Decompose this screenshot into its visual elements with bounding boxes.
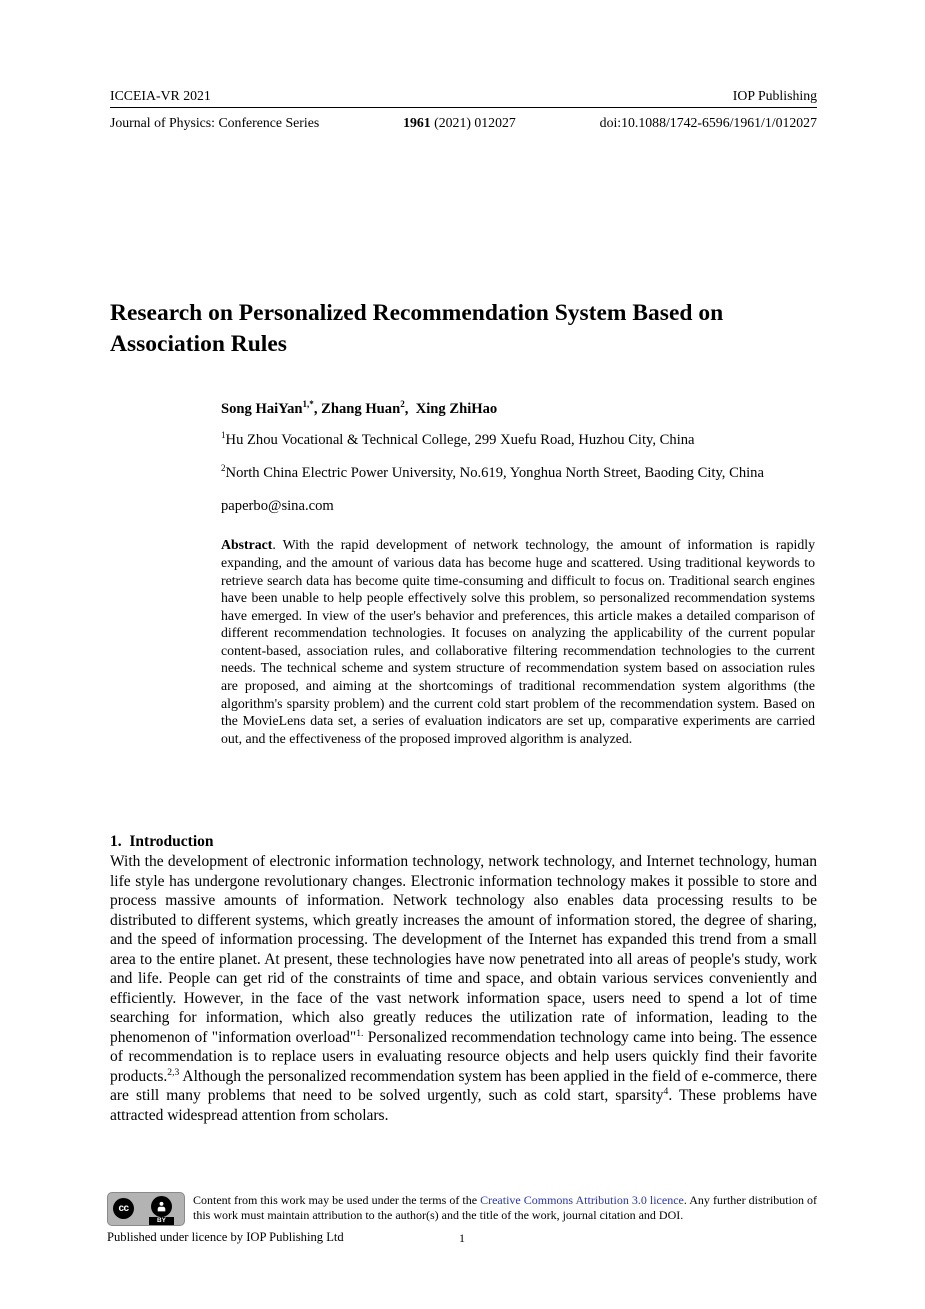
license-row	[107, 1192, 817, 1226]
superscript: 1	[221, 430, 226, 441]
by-label: BY	[149, 1217, 174, 1225]
header-row-1	[110, 88, 817, 108]
doi: doi:10.1088/1742-6596/1961/1/012027	[599, 115, 817, 130]
footer-bottom	[107, 1230, 817, 1245]
conference-name: ICCEIA-VR 2021	[110, 88, 211, 103]
superscript: 2	[400, 399, 405, 410]
journal-header	[110, 88, 817, 131]
affiliation-1: $^1$Hu Zhou Vocational & Technical College, 299 Xuefu Road, Huzhou City, China	[221, 430, 695, 448]
contact-email: paperbo@sina.com	[221, 498, 334, 515]
published-under-licence: Published under licence by IOP Publishing Ltd	[107, 1230, 344, 1244]
section-heading: 1. Introduction	[110, 833, 214, 850]
front-matter	[221, 401, 815, 747]
abstract: Abstract. With the rapid development of network technology, the amount of information is rapidly expanding, and the amount of various data has become huge and scattered. Using traditional keywords to retrieve search data has become quite time-consuming and difficult to focus on. Traditional search engines have been unable to help people effectively solve this problem, so personalized recommendation systems have emerged. In view of the user's behavior and preferences, this article makes a detailed comparison of different recommendation technologies. It focuses on analyzing the applicability of the current popular content-based, association rules, and collaborative filtering recommendation technologies to the current needs. The technical scheme and system structure of recommendation system based on association rules are proposed, and aiming at the shortcomings of traditional recommendation system algorithms (the algorithm's sparsity problem) and the current cold start problem of the recommendation system. Based on the MovieLens data set, a series of evaluation indicators are set up, comparative experiments are carried out, and the effectiveness of the proposed improved algorithm is analyzed.	[221, 537, 815, 746]
creative-commons-icon: cc	[113, 1198, 134, 1219]
bold-run: 1961	[403, 115, 431, 130]
cc-by-badge	[107, 1192, 185, 1226]
publisher-name: IOP Publishing	[732, 88, 817, 103]
section-paragraph: With the development of electronic information technology, network technology, and Internet technology, human life style has undergone revolutionary changes. Electronic information technology makes it possible to store and process massive amounts of information. Network technology also enables data processing results to be distributed to different systems, which greatly increases the amount of information stored, the degree of sharing, and the speed of information processing. The development of the Internet has expanded this trend from a small area to the entire planet. At present, these technologies have now penetrated into all areas of people's study, work and life. People can get rid of the constraints of time and space, and obtain various services conveniently and efficiently. However, in the face of the vast network information space, users need to spend a lot of time searching for information, which also greatly reduces the utilization rate of information, leading to the phenomenon of "information overload"$^{1.}$ Personalized recommendation technology came into being. The essence of recommendation is to replace users in evaluating resource objects and help users quickly find their favorite products.$^{2,3}$ Although the personalized recommendation system has been applied in the field of e-commerce, there are still many problems that need to be solved urgently, such as cold start, sparsity$^4$. These problems have attracted widespread attention from scholars.	[110, 853, 817, 1124]
page-number: 1	[459, 1231, 465, 1245]
superscript: 2,3	[167, 1066, 180, 1078]
superscript: 1,*	[302, 399, 314, 410]
section-introduction	[110, 833, 817, 1125]
superscript: 2	[221, 463, 226, 474]
header-row-2	[110, 115, 817, 131]
authors-line: Song HaiYan$^{1,*}$, Zhang Huan$^2$, Xing ZhiHao	[221, 399, 498, 417]
journal-name: Journal of Physics: Conference Series	[110, 115, 320, 130]
paper-title: Research on Personalized Recommendation System Based on Association Rules	[110, 300, 724, 358]
cc-license-link[interactable]: Creative Commons Attribution 3.0 licence	[480, 1193, 684, 1207]
affiliation-2: $^2$North China Electric Power University, No.619, Yonghua North Street, Baoding City, China	[221, 463, 764, 482]
license-text: Content from this work may be used under the terms of the Creative Commons Attribution 3.0 licence. Any further distribution of this work must maintain attribution to the author(s) and the title of the work, journal citation and DOI.	[193, 1193, 818, 1222]
attribution-person-icon	[151, 1196, 172, 1217]
bold-run: Abstract	[221, 537, 273, 553]
citation: 1961 (2021) 012027	[403, 115, 516, 130]
superscript: 1.	[356, 1027, 364, 1039]
page-footer	[107, 1192, 817, 1245]
superscript: 4	[663, 1085, 669, 1097]
